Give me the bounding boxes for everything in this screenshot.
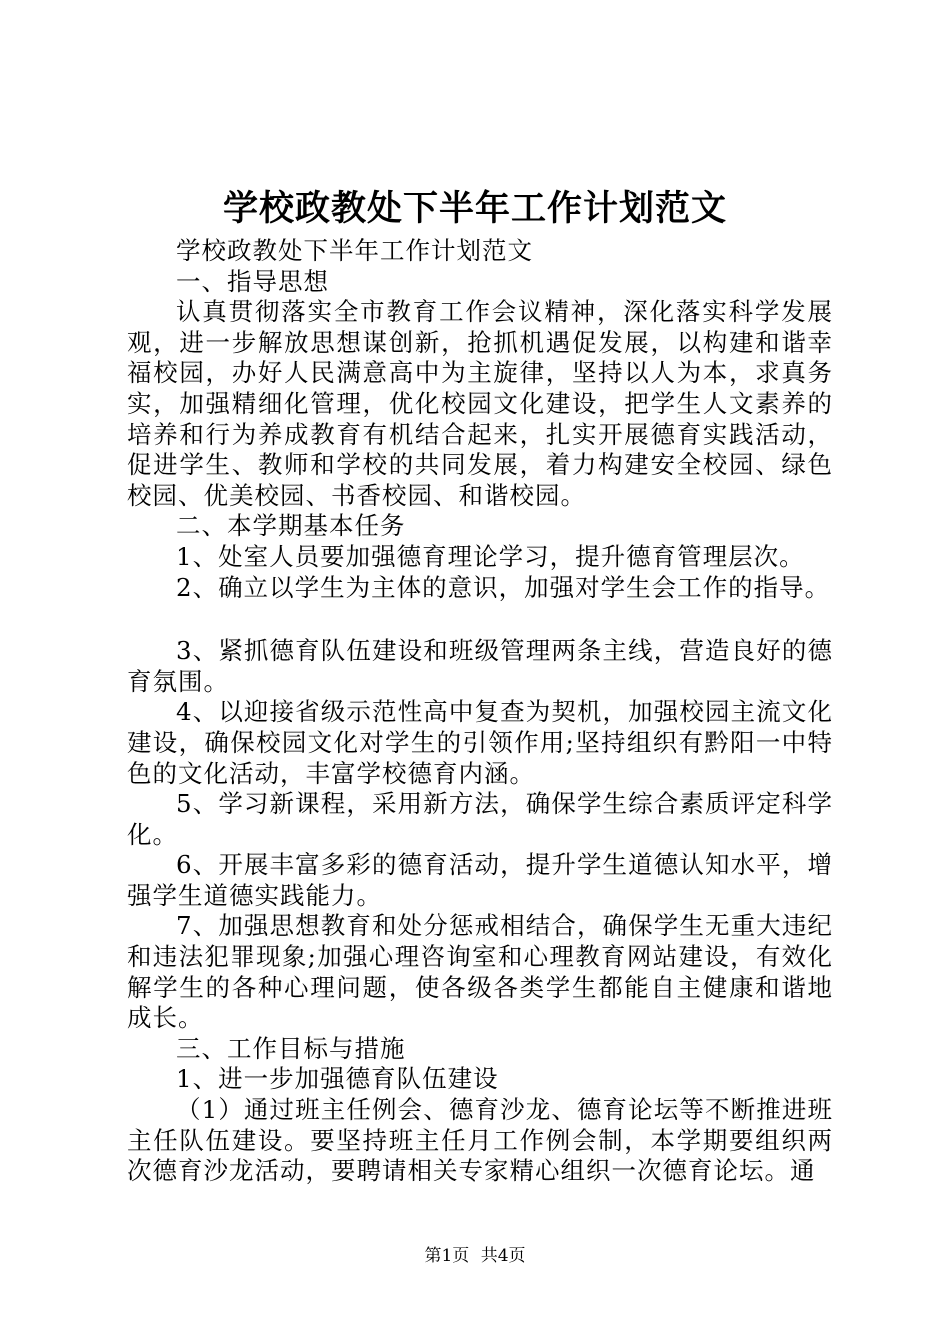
document-title: 学校政教处下半年工作计划范文 [222,188,727,229]
paragraph-task-6: 6、开展丰富多彩的德育活动，提升学生道德认知水平，增强学生道德实践能力。 [127,850,833,910]
document-body [127,236,833,1187]
paragraph-task-4: 4、以迎接省级示范性高中复查为契机，加强校园主流文化建设，确保校园文化对学生的引领作用;坚持组织有黔阳一中特色的文化活动，丰富学校德育内涵。 [127,697,833,788]
paragraph-heading-goals: 三、工作目标与措施 [176,1033,406,1063]
page-total: 共4页 [480,1246,526,1266]
paragraph-heading-guiding-thought: 一、指导思想 [176,266,329,296]
paragraph-task-2: 2、确立以学生为主体的意识，加强对学生会工作的指导。 [176,572,831,602]
paragraph-task-3: 3、紧抓德育队伍建设和班级管理两条主线，营造良好的德育氛围。 [127,636,833,696]
paragraph-task-1: 1、处室人员要加强德育理论学习，提升德育管理层次。 [176,541,805,571]
page-footer [0,1245,950,1267]
paragraph-heading-basic-tasks: 二、本学期基本任务 [176,511,406,541]
paragraph-task-5: 5、学习新课程，采用新方法，确保学生综合素质评定科学化。 [127,789,833,849]
paragraph-guiding-thought: 认真贯彻落实全市教育工作会议精神，深化落实科学发展观，进一步解放思想谋创新，抢抓机遇促发展，以构建和谐幸福校园，办好人民满意高中为主旋律，坚持以人为本，求真务实，加强精细化管理，优化校园文化建设，把学生人文素养的培养和行为养成教育有机结合起来，扎实开展德育实践活动，促进学生、教师和学校的共同发展，着力构建安全校园、绿色校园、优美校园、书香校园、和谐校园。 [127,297,833,510]
paragraph-task-7: 7、加强思想教育和处分惩戒相结合，确保学生无重大违纪和违法犯罪现象;加强心理咨询室和心理教育网站建设，有效化解学生的各种心理问题，使各级各类学生都能自主健康和谐地成长。 [127,911,833,1033]
page-number: 第1页 [424,1246,470,1266]
paragraph-goal-1: 1、进一步加强德育队伍建设 [176,1064,499,1094]
paragraph-subtitle: 学校政教处下半年工作计划范文 [176,236,533,265]
paragraph-goal-1-item-1: （1）通过班主任例会、德育沙龙、德育论坛等不断推进班主任队伍建设。要坚持班主任月工作例会制，本学期要组织两次德育沙龙活动，要聘请相关专家精心组织一次德育论坛。通 [127,1095,833,1186]
